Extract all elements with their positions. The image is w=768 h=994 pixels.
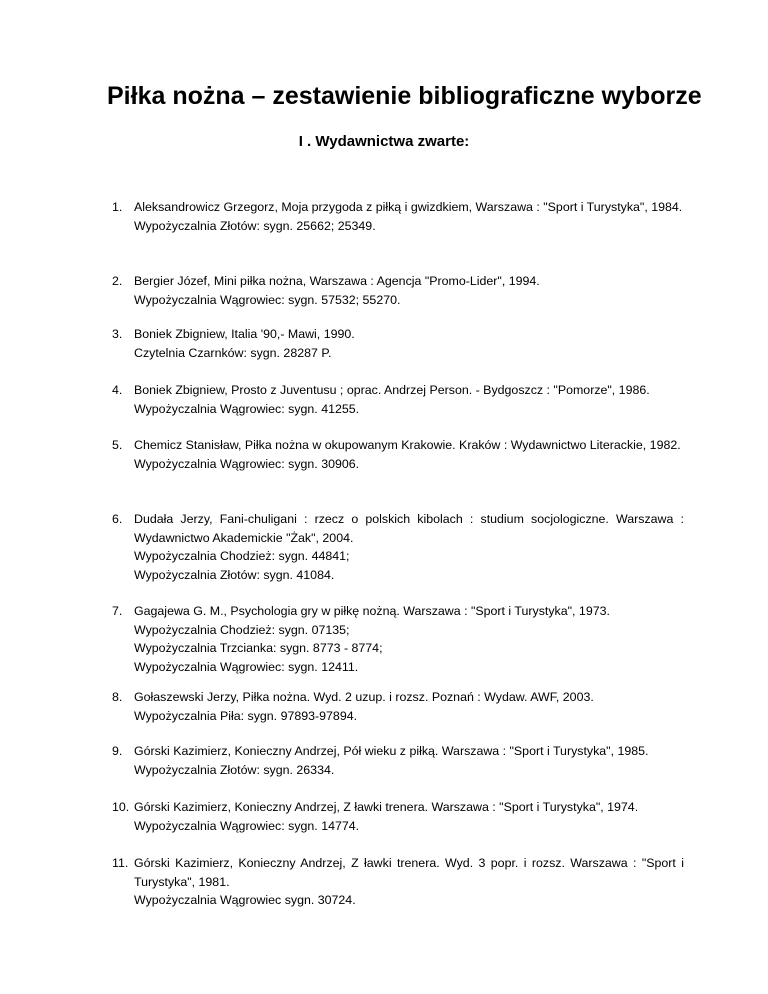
entry-holding: Czytelnia Czarnków: sygn. 28287 P. (134, 345, 332, 360)
bibliography-entry (112, 854, 684, 910)
entry-holding: Wypożyczalnia Złotów: sygn. 26334. (134, 762, 335, 777)
entry-holding: Wypożyczalnia Chodzież: sygn. 07135; (134, 622, 350, 637)
entry-citation: Chemicz Stanisław, Piłka nożna w okupowanym Krakowie. Kraków : Wydawnictwo Literackie, 1982. (134, 438, 681, 452)
entry-holding: Wypożyczalnia Wągrowiec: sygn. 14774. (134, 818, 360, 833)
entry-number: 2. (112, 274, 123, 288)
entry-citation: Dudała Jerzy, Fani-chuligani : rzecz o polskich kibolach : studium socjologiczne. Warszawa : Wydawnictwo Akademickie "Żak", 2004. (134, 512, 684, 545)
entry-citation: Górski Kazimierz, Konieczny Andrzej, Z ławki trenera. Wyd. 3 popr. i rozsz. Warszawa : "Sport i Turystyka", 1981. (134, 856, 684, 889)
entry-holding: Wypożyczalnia Złotów: sygn. 25662; 25349. (134, 218, 376, 233)
document-title: Piłka nożna – zestawienie bibliograficzne wyborze (107, 82, 702, 110)
entry-citation: Boniek Zbigniew, Prosto z Juventusu ; oprac. Andrzej Person. - Bydgoszcz : "Pomorze", 1986. (134, 383, 650, 397)
bibliography-entry (112, 510, 684, 584)
entry-holding: Wypożyczalnia Trzcianka: sygn. 8773 - 8774; (134, 641, 383, 655)
entry-citation: Bergier Józef, Mini piłka nożna, Warszawa : Agencja "Promo-Lider", 1994. (134, 274, 540, 288)
bibliography-entry (112, 688, 684, 725)
entry-holding: Wypożyczalnia Wągrowiec: sygn. 41255. (134, 401, 360, 416)
bibliography-entry (112, 602, 684, 676)
bibliography-entry (112, 381, 684, 418)
entry-number: 3. (112, 327, 123, 341)
bibliography-entry (112, 198, 684, 235)
section-heading: I . Wydawnictwa zwarte: (298, 133, 470, 150)
entry-holding: Wypożyczalnia Wągrowiec: sygn. 57532; 55270. (134, 292, 401, 307)
bibliography-entry (112, 436, 684, 473)
entry-number: 1. (112, 200, 123, 214)
entry-number: 5. (112, 438, 123, 452)
entry-number: 8. (112, 690, 123, 704)
bibliography-entry (112, 325, 684, 362)
entry-citation: Aleksandrowicz Grzegorz, Moja przygoda z piłką i gwizdkiem, Warszawa : "Sport i Turystyka", 1984. (134, 200, 683, 214)
entry-holding: Wypożyczalnia Wągrowiec sygn. 30724. (134, 893, 356, 907)
entry-citation: Górski Kazimierz, Konieczny Andrzej, Z ławki trenera. Warszawa : "Sport i Turystyka", 1974. (134, 800, 639, 814)
entry-holding: Wypożyczalnia Piła: sygn. 97893-97894. (134, 708, 358, 723)
entry-holding: Wypożyczalnia Złotów: sygn. 41084. (134, 567, 335, 582)
bibliography-entry (112, 272, 684, 309)
entry-number: 7. (112, 604, 123, 618)
entry-number: 9. (112, 744, 123, 758)
entry-citation: Górski Kazimierz, Konieczny Andrzej, Pół wieku z piłką. Warszawa : "Sport i Turystyka", 1985. (134, 744, 649, 758)
entry-citation: Gołaszewski Jerzy, Piłka nożna. Wyd. 2 uzup. i rozsz. Poznań : Wydaw. AWF, 2003. (134, 690, 594, 704)
entry-citation: Gagajewa G. M., Psychologia gry w piłkę nożną. Warszawa : "Sport i Turystyka", 1973. (134, 604, 610, 618)
entry-holding: Wypożyczalnia Wągrowiec: sygn. 12411. (134, 659, 359, 674)
entry-citation: Boniek Zbigniew, Italia '90,- Mawi, 1990. (134, 327, 355, 341)
entry-holding: Wypożyczalnia Chodzież: sygn. 44841; (134, 549, 350, 563)
entry-holding: Wypożyczalnia Wągrowiec: sygn. 30906. (134, 456, 360, 471)
entry-number: 6. (112, 512, 123, 526)
entry-number: 10. (112, 800, 130, 814)
entry-number: 11. (112, 856, 129, 870)
bibliography-entry (112, 798, 684, 835)
bibliography-entry (112, 742, 684, 779)
entry-number: 4. (112, 383, 123, 397)
